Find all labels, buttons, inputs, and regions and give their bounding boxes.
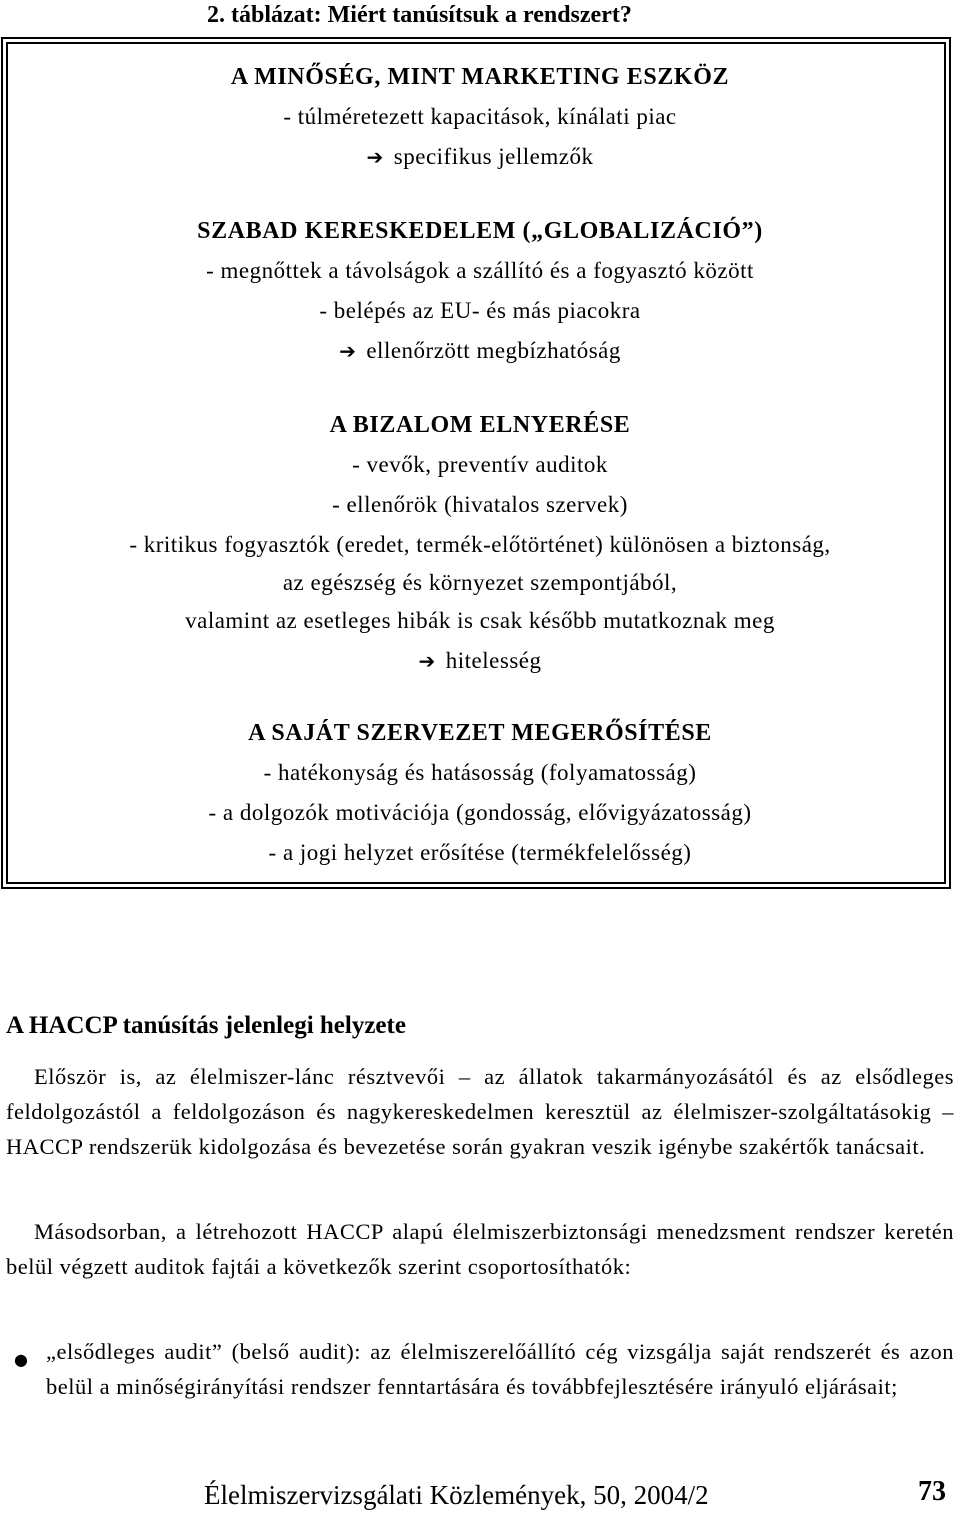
block3-line: - vevők, preventív auditok	[352, 452, 608, 477]
block2-line: - megnőttek a távolságok a szállító és a fogyasztó között	[206, 258, 754, 283]
journal-footer: Élelmiszervizsgálati Közlemények, 50, 2004/2	[204, 1480, 709, 1510]
table-caption: 2. táblázat: Miért tanúsítsuk a rendszert?	[207, 2, 632, 28]
arrow-icon: ➔	[366, 145, 384, 169]
block3-line: - ellenőrök (hivatalos szervek)	[332, 492, 628, 517]
block4-line: - a dolgozók motivációja (gondosság, elővigyázatosság)	[208, 800, 752, 825]
block1-line: - túlméretezett kapacitások, kínálati piac	[283, 104, 677, 129]
block3-line: valamint az esetleges hibák is csak később mutatkoznak meg	[185, 608, 775, 633]
section-title: A HACCP tanúsítás jelenlegi helyzete	[6, 1012, 406, 1039]
block1-result: ➔ specifikus jellemzők	[366, 144, 594, 169]
paragraph: Először is, az élelmiszer-lánc résztvevői – az állatok takarmányozásától és az elsődleges feldolgozástól a feldolgozáson és nagykereskedelmen keresztül az élelmiszer-szolgáltatásokig – HACCP rendszerük kidolgozása és bevezetése során gyakran veszik igénybe szakértők tanácsait.	[6, 1064, 954, 1159]
block2-title: SZABAD KERESKEDELEM („GLOBALIZÁCIÓ”)	[197, 218, 763, 244]
block4-title: A SAJÁT SZERVEZET MEGERŐSÍTÉSE	[248, 720, 712, 746]
block4-line: - hatékonyság és hatásosság (folyamatosság)	[263, 760, 697, 785]
bullet-icon: ●	[14, 1350, 28, 1369]
block3-line: - kritikus fogyasztók (eredet, termék-előtörténet) különösen a biztonság,	[129, 532, 831, 557]
block3-result: ➔ hitelesség	[418, 648, 542, 673]
block1-title: A MINŐSÉG, MINT MARKETING ESZKÖZ	[230, 64, 730, 90]
block2-result: ➔ ellenőrzött megbízhatóság	[339, 338, 621, 363]
arrow-icon: ➔	[339, 339, 357, 363]
block3-line: az egészség és környezet szempontjából,	[282, 570, 678, 595]
block2-line: - belépés az EU- és más piacokra	[319, 298, 641, 323]
list-item: „elsődleges audit” (belső audit): az élelmiszerelőállító cég vizsgálja saját rendszerét és azon belül a minőségirányítási rendszer fenntartására és továbbfejlesztésére irányuló eljárásait;	[46, 1339, 954, 1399]
block4-line: - a jogi helyzet erősítése (termékfelelősség)	[268, 840, 692, 865]
block3-title: A BIZALOM ELNYERÉSE	[329, 412, 631, 438]
arrow-icon: ➔	[418, 649, 436, 673]
page-number: 73	[918, 1476, 946, 1507]
paragraph: Másodsorban, a létrehozott HACCP alapú élelmiszerbiztonsági menedzsment rendszer keretén belül végzett auditok fajtái a következők szerint csoportosíthatók:	[6, 1219, 954, 1279]
